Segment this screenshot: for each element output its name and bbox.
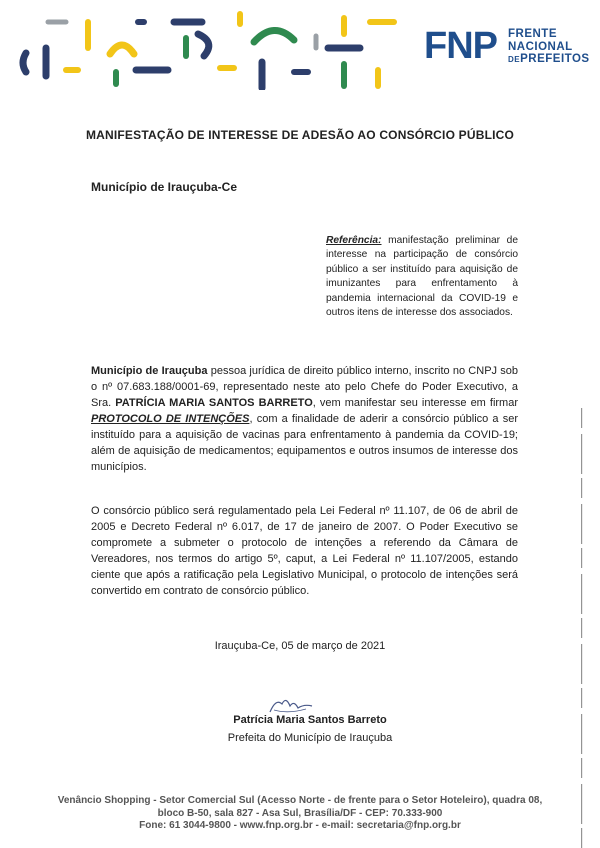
fnp-logo-mark: FNP (424, 25, 497, 67)
fnp-logo-line2: NACIONAL (508, 40, 573, 53)
fnp-logo-line3 (508, 53, 590, 67)
signatory-role: Prefeita do Município de Irauçuba (227, 732, 393, 744)
paragraph-1-municipio: Município de Irauçuba (91, 365, 208, 377)
document-title: MANIFESTAÇÃO DE INTERESSE DE ADESÃO AO CONSÓRCIO PÚBLICO (85, 128, 515, 142)
fnp-logo (424, 22, 600, 82)
fnp-logo-line3-word: PREFEITOS (520, 53, 590, 65)
signatory-name: Patrícia Maria Santos Barreto (233, 714, 387, 726)
footer-line-2: bloco B-50, sala 827 - Asa Sul, Brasília/DF - CEP: 70.333-900 (157, 807, 443, 819)
scan-margin-line (581, 408, 583, 848)
paragraph-1-text-c: , com a finalidade de aderir a consórcio público a ser instituído para a aquisição de vacinas para enfrentamento à pandemia da COVID-19; além de aquisição de medicamentos; equipamentos e outros insumos de interesse dos municípios. (91, 413, 518, 473)
footer-line-1: Venâncio Shopping - Setor Comercial Sul (Acesso Norte - de frente para o Setor Hoteleiro), quadra 08, (57, 795, 543, 806)
paragraph-2: O consórcio público será regulamentado pela Lei Federal nº 11.107, de 06 de abril de 2005 e Decreto Federal nº 6.017, de 17 de janeiro de 2007. O Poder Executivo se compromete a submeter o protocolo de intenções a referendo da Câmara de Vereadores, nos termos do artigo 5º, caput, a Lei Federal nº 11.107/2005, estando ciente que após a ratificação pela Legislativo Municipal, o protocolo de intenções será convertido em contrato de consórcio público. (91, 505, 518, 597)
paragraph-1-protocolo: PROTOCOLO DE INTENÇÕES (91, 413, 250, 425)
fnp-logo-line1: FRENTE (508, 28, 557, 40)
paragraph-1-text-a: pessoa jurídica de direito público interno, inscrito no CNPJ sob o nº 07.683.188/0001-69, representado neste ato pelo Chefe do Poder Executivo, a Sra. (91, 365, 519, 409)
footer-line-3: Fone: 61 3044-9800 - www.fnp.org.br - e-mail: secretaria@fnp.org.br (139, 820, 461, 832)
fnp-logo-line3-prefix: DE (508, 55, 521, 64)
handwritten-signature (266, 694, 316, 716)
place-date: Irauçuba-Ce, 05 de março de 2021 (214, 640, 386, 652)
paragraph-1-text-b: , vem manifestar seu interesse em firmar (312, 397, 519, 409)
referencia-label: Referência: (326, 235, 382, 246)
paragraph-1 (91, 363, 518, 475)
municipio-heading: Município de Irauçuba-Ce (91, 180, 238, 194)
fnp-logo-text (508, 28, 590, 67)
footer-address (0, 795, 600, 833)
paragraph-1-representante: PATRÍCIA MARIA SANTOS BARRETO (115, 397, 313, 409)
referencia-block (326, 234, 518, 320)
logo-decorative-strokes (18, 8, 398, 90)
referencia-text: manifestação preliminar de interesse na participação de consórcio público a ser instituído para aquisição de imunizantes para enfrentamento à pandemia internacional da COVID-19 e outros itens de interesse dos associados. (326, 235, 518, 319)
